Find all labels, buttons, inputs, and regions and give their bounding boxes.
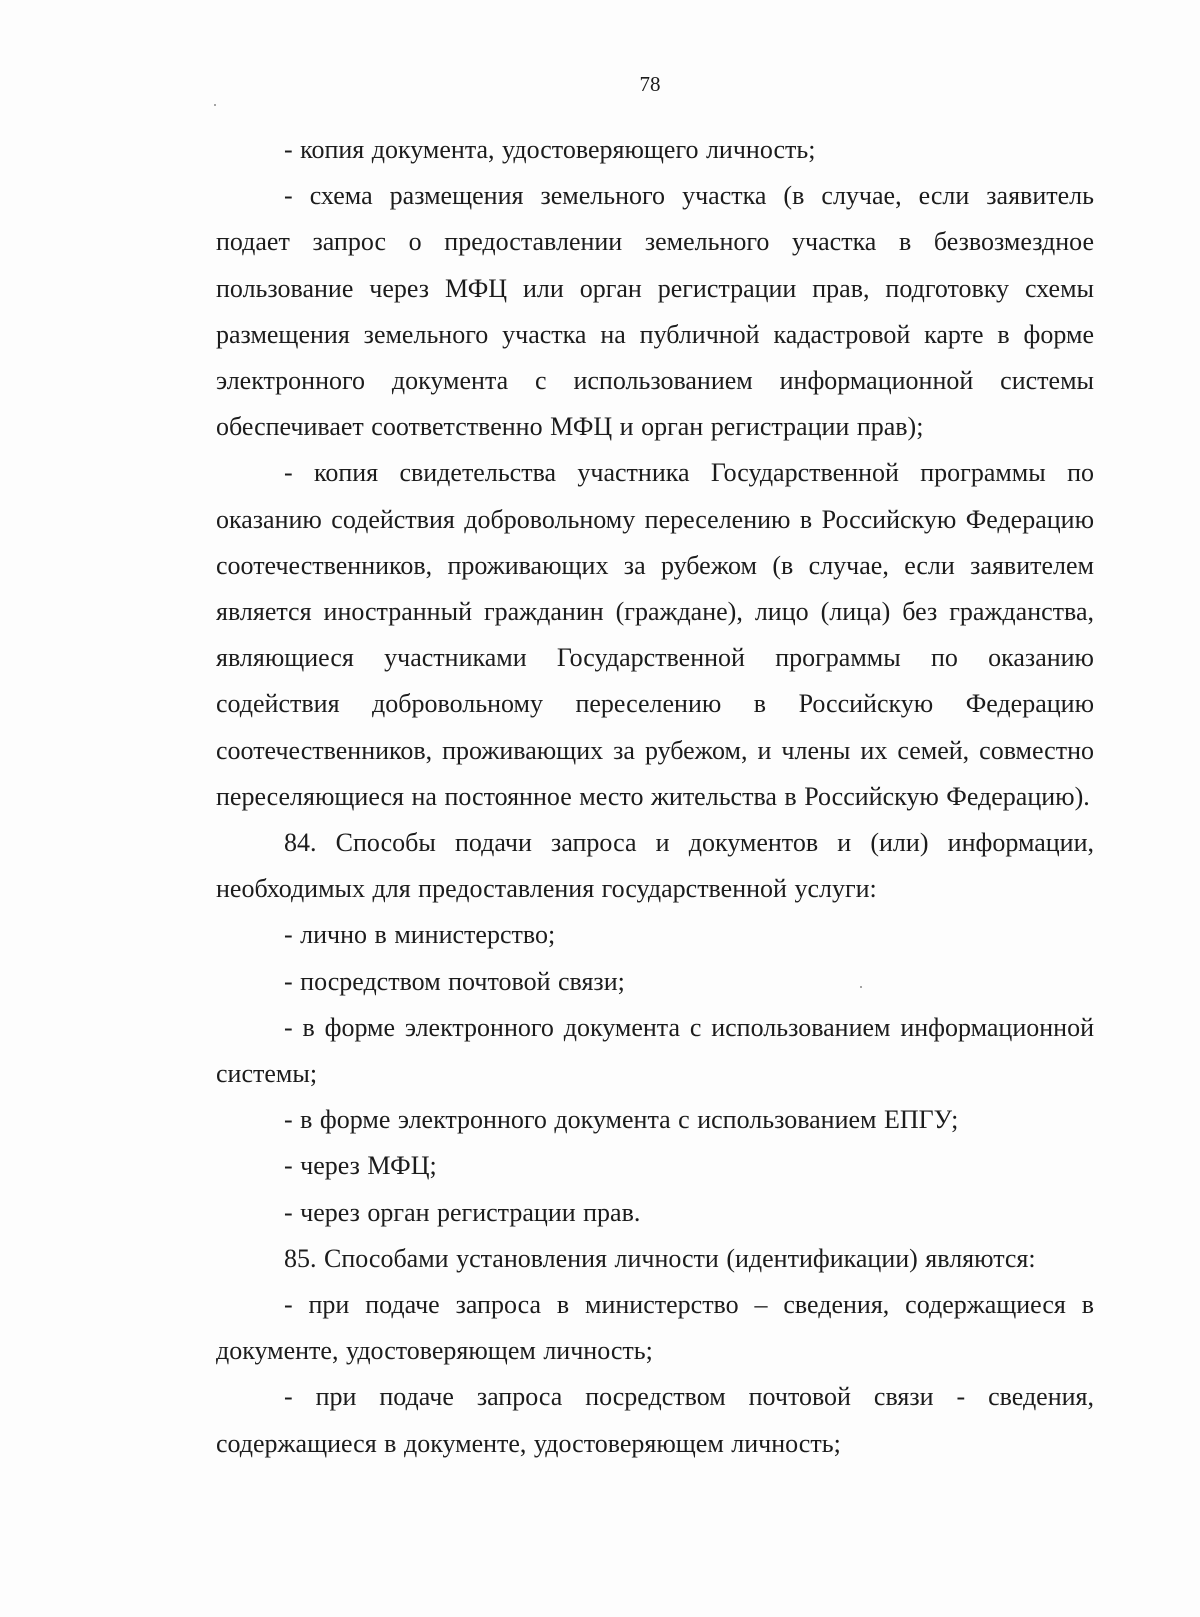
list-item: - лично в министерство; [284,920,556,950]
numbered-paragraph: 85. Способами установления личности (идентификации) являются: [284,1243,1036,1273]
list-item: - через орган регистрации прав. [284,1197,641,1227]
list-item: - в форме электронного документа с использованием ЕПГУ; [284,1105,959,1135]
document-body [216,127,1094,1467]
list-item: - через МФЦ; [284,1151,437,1181]
list-item: - посредством почтовой связи; [284,966,625,996]
list-item: - при подаче запроса посредством почтовой связи - сведения, содержащиеся в документе, удостоверяющем личность; [216,1382,1094,1458]
list-item: - в форме электронного документа с использованием информационной системы; [216,1012,1094,1089]
numbered-paragraph: 84. Способы подачи запроса и документов и (или) информации, необходимых для предоставления государственной услуги: [216,828,1094,904]
list-item: - схема размещения земельного участка (в случае, если заявитель подает запрос о предоставлении земельного участка в безвозмездное пользование через МФЦ или орган регистрации прав, подготовку схемы размещения земельного участка на публичной кадастровой карте в форме электронного документа с использованием информационной системы обеспечивает соответственно МФЦ и орган регистрации прав); [216,181,1094,442]
list-item: - копия документа, удостоверяющего личность; [284,135,816,164]
page-number: 78 [639,72,661,96]
list-item: - копия свидетельства участника Государственной программы по оказанию содействия добровольному переселению в Российскую Федерацию соотечественников, проживающих за рубежом (в случае, если заявителем является иностранный гражданин (граждане), лицо (лица) без гражданства, являющиеся участниками Государственной программы по оказанию содействия добровольному переселению в Российскую Федерацию соотечественников, проживающих за рубежом, и члены их семей, совместно переселяющиеся на постоянное место жительства в Российскую Федерацию). [216,458,1094,811]
list-item: - при подаче запроса в министерство – сведения, содержащиеся в документе, удостоверяющем личность; [216,1290,1094,1366]
scan-speck [214,104,216,106]
